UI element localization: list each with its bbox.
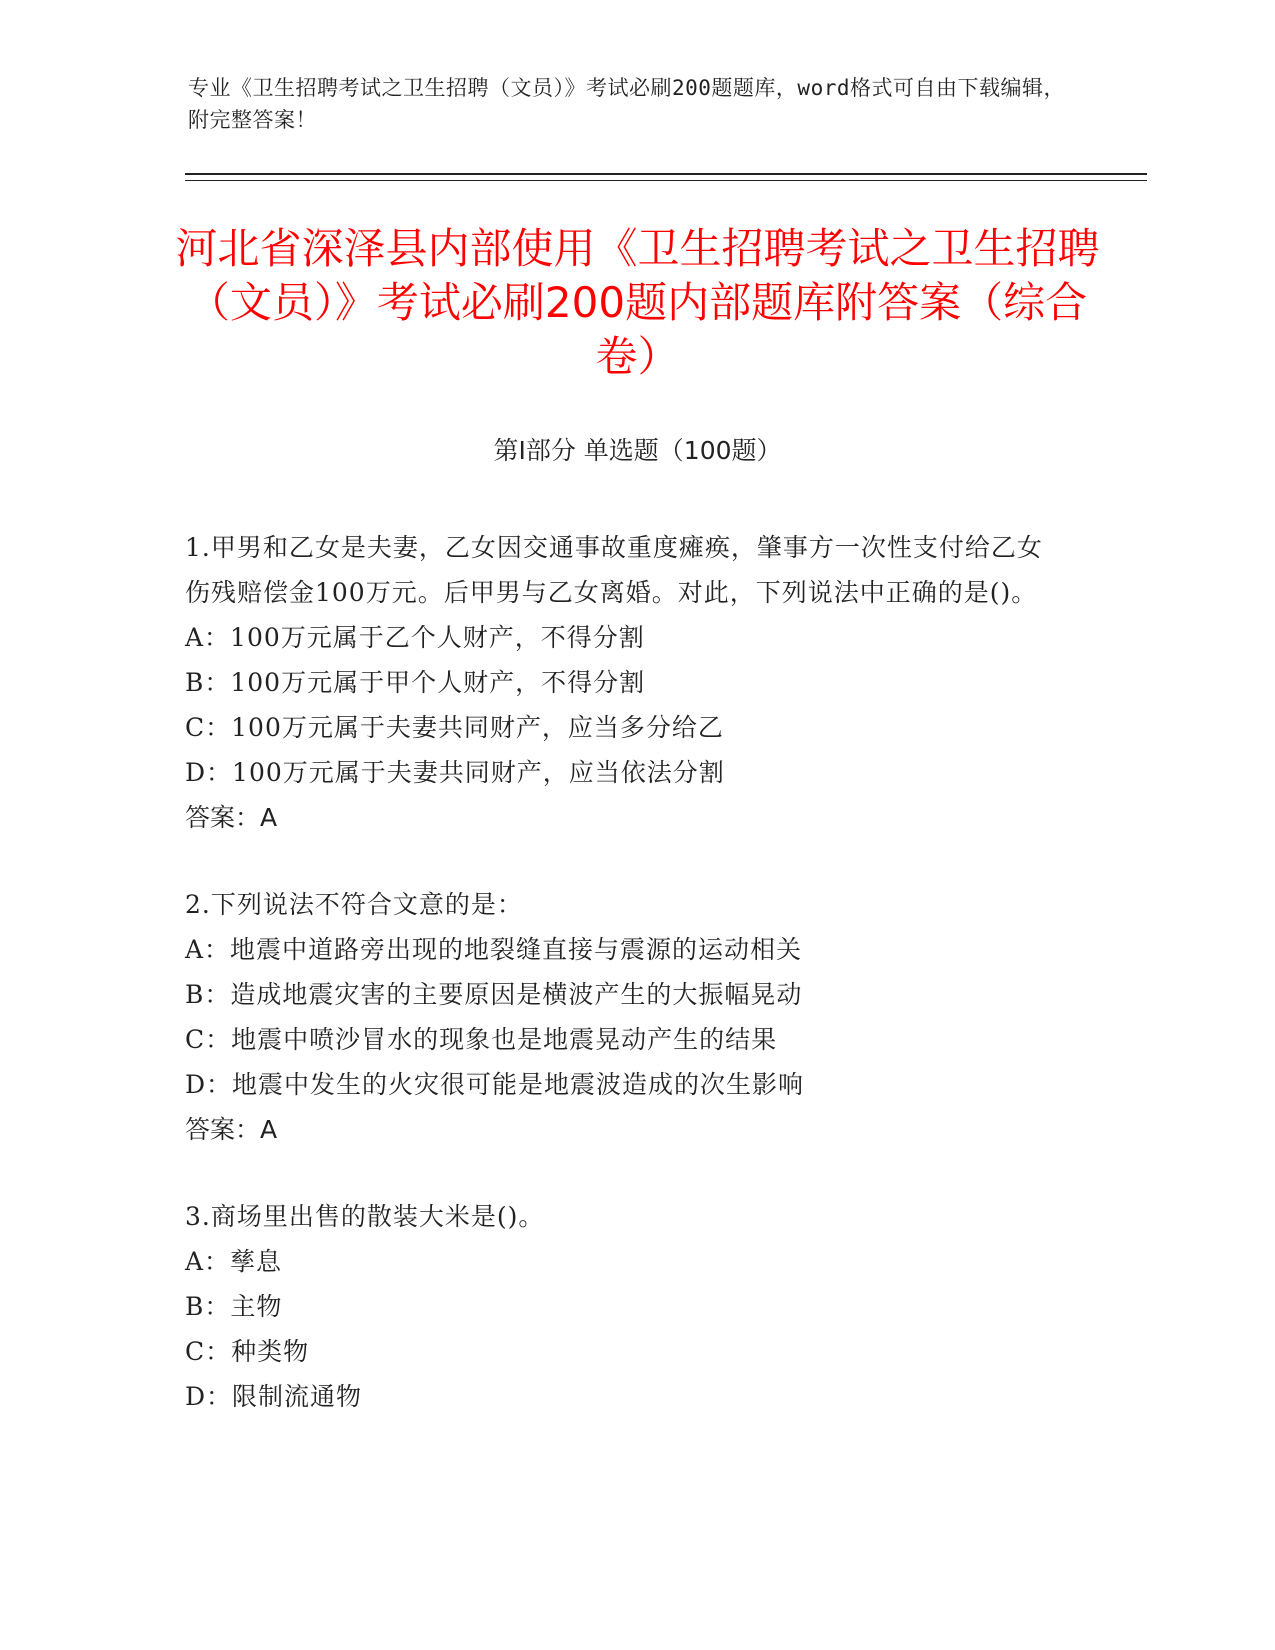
option-b: B：造成地震灾害的主要原因是横波产生的大振幅晃动 <box>185 980 803 1009</box>
option-c: C：地震中喷沙冒水的现象也是地震晃动产生的结果 <box>185 1025 778 1054</box>
header-divider-thin <box>185 180 1147 181</box>
question-3 <box>185 1194 1065 1419</box>
question-stem: 3.商场里出售的散装大米是()。 <box>185 1202 545 1231</box>
option-d: D：地震中发生的火灾很可能是地震波造成的次生影响 <box>185 1070 805 1099</box>
answer: 答案：A <box>185 803 278 832</box>
option-b: B：主物 <box>185 1292 283 1321</box>
document-title: 河北省深泽县内部使用《卫生招聘考试之卫生招聘（文员）》考试必刷200题内部题库附答案（综合卷） <box>175 224 1100 381</box>
option-c: C：种类物 <box>185 1337 310 1366</box>
header-divider-thick <box>185 173 1147 175</box>
question-2 <box>185 882 1065 1152</box>
option-c: C：100万元属于夫妻共同财产，应当多分给乙 <box>185 713 724 742</box>
option-a: A：地震中道路旁出现的地裂缝直接与震源的运动相关 <box>185 935 803 964</box>
question-list <box>185 525 1065 1461</box>
option-b: B：100万元属于甲个人财产，不得分割 <box>185 668 646 697</box>
section-title: 第I部分 单选题（100题） <box>493 436 782 465</box>
header-note: 专业《卫生招聘考试之卫生招聘（文员）》考试必刷200题题库，word格式可自由下载编辑，附完整答案！ <box>188 76 1065 132</box>
option-d: D：限制流通物 <box>185 1382 363 1411</box>
option-a: A：100万元属于乙个人财产，不得分割 <box>185 623 645 652</box>
answer: 答案：A <box>185 1115 278 1144</box>
option-a: A：孳息 <box>185 1247 283 1276</box>
question-stem: 2.下列说法不符合文意的是： <box>185 890 523 919</box>
option-d: D：100万元属于夫妻共同财产，应当依法分割 <box>185 758 725 787</box>
question-1 <box>185 525 1065 840</box>
question-stem: 1.甲男和乙女是夫妻，乙女因交通事故重度瘫痪，肇事方一次性支付给乙女伤残赔偿金100万元。后甲男与乙女离婚。对此，下列说法中正确的是()。 <box>185 533 1043 607</box>
